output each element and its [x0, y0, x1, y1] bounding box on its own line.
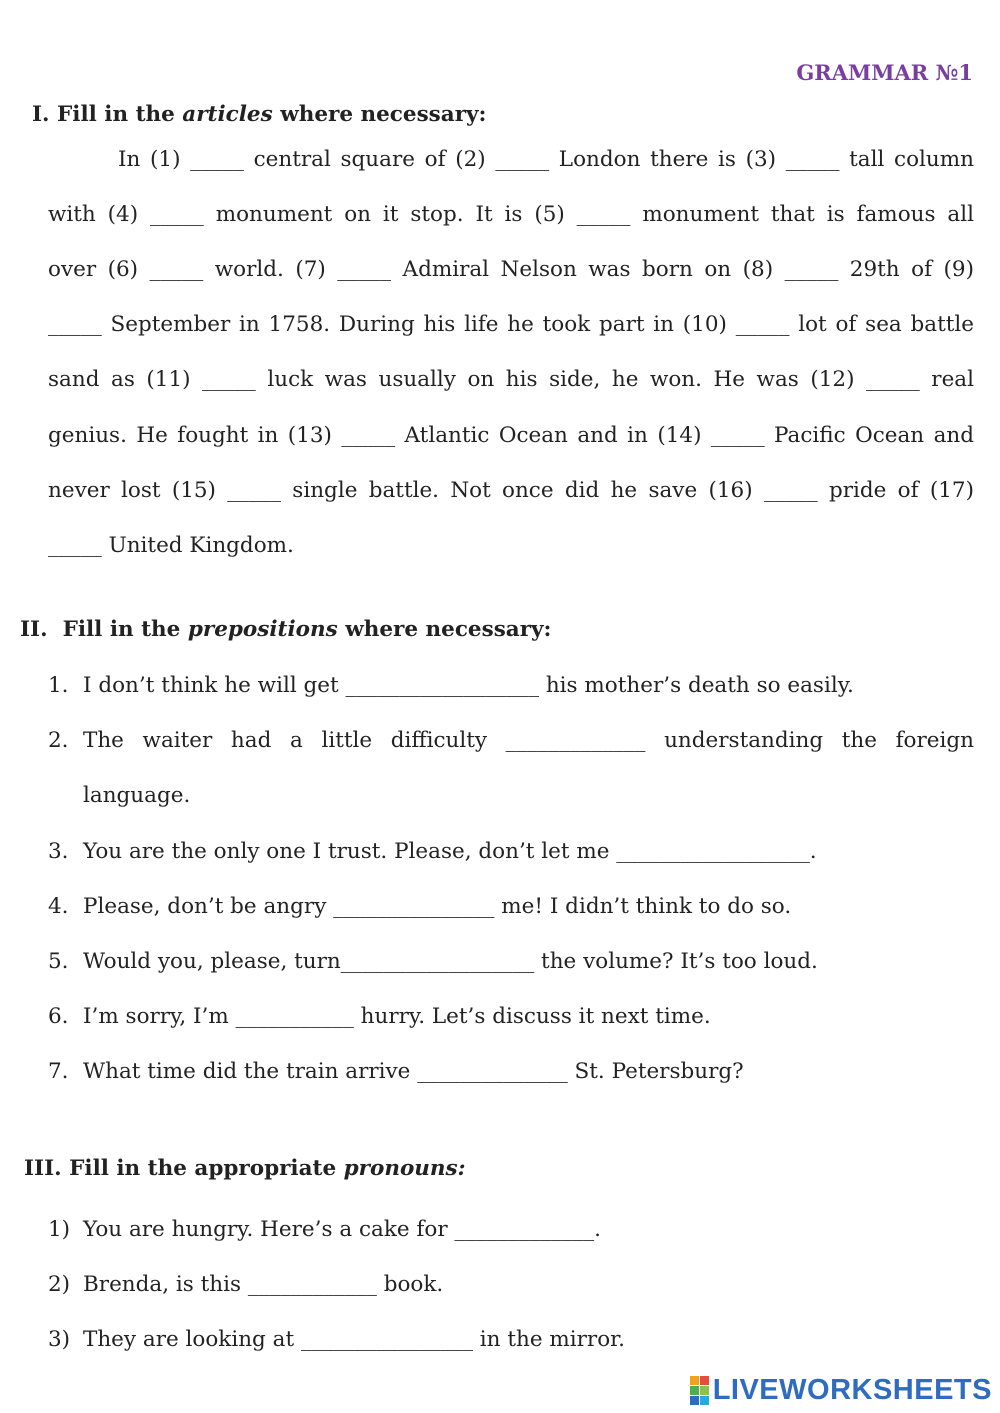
section-1-heading [32, 102, 486, 127]
heading-text: III. Fill in the appropriate [24, 1156, 344, 1181]
logo-text: LIVEWORKSHEETS [712, 1373, 992, 1406]
list-item-number: 7. [48, 1059, 69, 1084]
logo-block [690, 1386, 699, 1395]
list-item: You are the only one I trust. Please, don’t let me __________________. [83, 839, 817, 864]
list-item: Please, don’t be angry _______________ me! I didn’t think to do so. [83, 894, 792, 919]
liveworksheets-logo[interactable] [690, 1373, 992, 1407]
list-item: They are looking at ________________ in the mirror. [83, 1327, 625, 1352]
heading-text: where necessary: [337, 617, 552, 642]
logo-block [690, 1396, 699, 1405]
section-3-heading [24, 1156, 466, 1181]
list-item: What time did the train arrive ______________ St. Petersburg? [83, 1059, 744, 1084]
logo-block [690, 1376, 699, 1385]
heading-emphasis: articles [182, 102, 273, 127]
paragraph-line: In (1) _____ central square of (2) _____ London there is (3) _____ tall column [118, 147, 974, 172]
paragraph-line: never lost (15) _____ single battle. Not once did he save (16) _____ pride of (17) [48, 478, 974, 503]
paragraph-line: with (4) _____ monument on it stop. It is (5) _____ monument that is famous all [48, 202, 974, 227]
section-2-heading [20, 617, 552, 642]
logo-block [700, 1386, 709, 1395]
list-item-number: 2. [48, 728, 69, 753]
list-item-number: 4. [48, 894, 69, 919]
list-item: Would you, please, turn__________________ the volume? It’s too loud. [83, 949, 818, 974]
heading-text: where necessary: [272, 102, 487, 127]
list-item-number: 3) [48, 1327, 71, 1352]
paragraph-line: over (6) _____ world. (7) _____ Admiral Nelson was born on (8) _____ 29th of (9) [48, 257, 974, 282]
list-item-continuation: language. [83, 783, 191, 808]
worksheet-title: GRAMMAR №1 [796, 60, 973, 85]
heading-emphasis: pronouns: [343, 1156, 466, 1181]
list-item: The waiter had a little difficulty _____________ understanding the foreign [83, 728, 974, 753]
list-item: You are hungry. Here’s a cake for _____________. [83, 1217, 602, 1242]
list-item-number: 1) [48, 1217, 71, 1242]
heading-emphasis: prepositions [187, 617, 338, 642]
list-item-number: 2) [48, 1272, 71, 1297]
heading-text: I. Fill in the [32, 102, 183, 127]
paragraph-line: sand as (11) _____ luck was usually on his side, he won. He was (12) _____ real [48, 367, 974, 392]
logo-block [700, 1376, 709, 1385]
list-item: I’m sorry, I’m ___________ hurry. Let’s discuss it next time. [83, 1004, 711, 1029]
list-item-number: 6. [48, 1004, 69, 1029]
list-item: I don’t think he will get __________________ his mother’s death so easily. [83, 673, 854, 698]
list-item-number: 3. [48, 839, 69, 864]
list-item-number: 1. [48, 673, 69, 698]
list-item: Brenda, is this ____________ book. [83, 1272, 444, 1297]
list-item-number: 5. [48, 949, 69, 974]
paragraph-line: _____ United Kingdom. [48, 533, 294, 558]
logo-block [700, 1396, 709, 1405]
paragraph-line: _____ September in 1758. During his life he took part in (10) _____ lot of sea battle [48, 312, 974, 337]
paragraph-line: genius. He fought in (13) _____ Atlantic Ocean and in (14) _____ Pacific Ocean and [48, 423, 974, 448]
heading-text: II. Fill in the [20, 617, 188, 642]
logo-blocks-icon [690, 1376, 709, 1405]
